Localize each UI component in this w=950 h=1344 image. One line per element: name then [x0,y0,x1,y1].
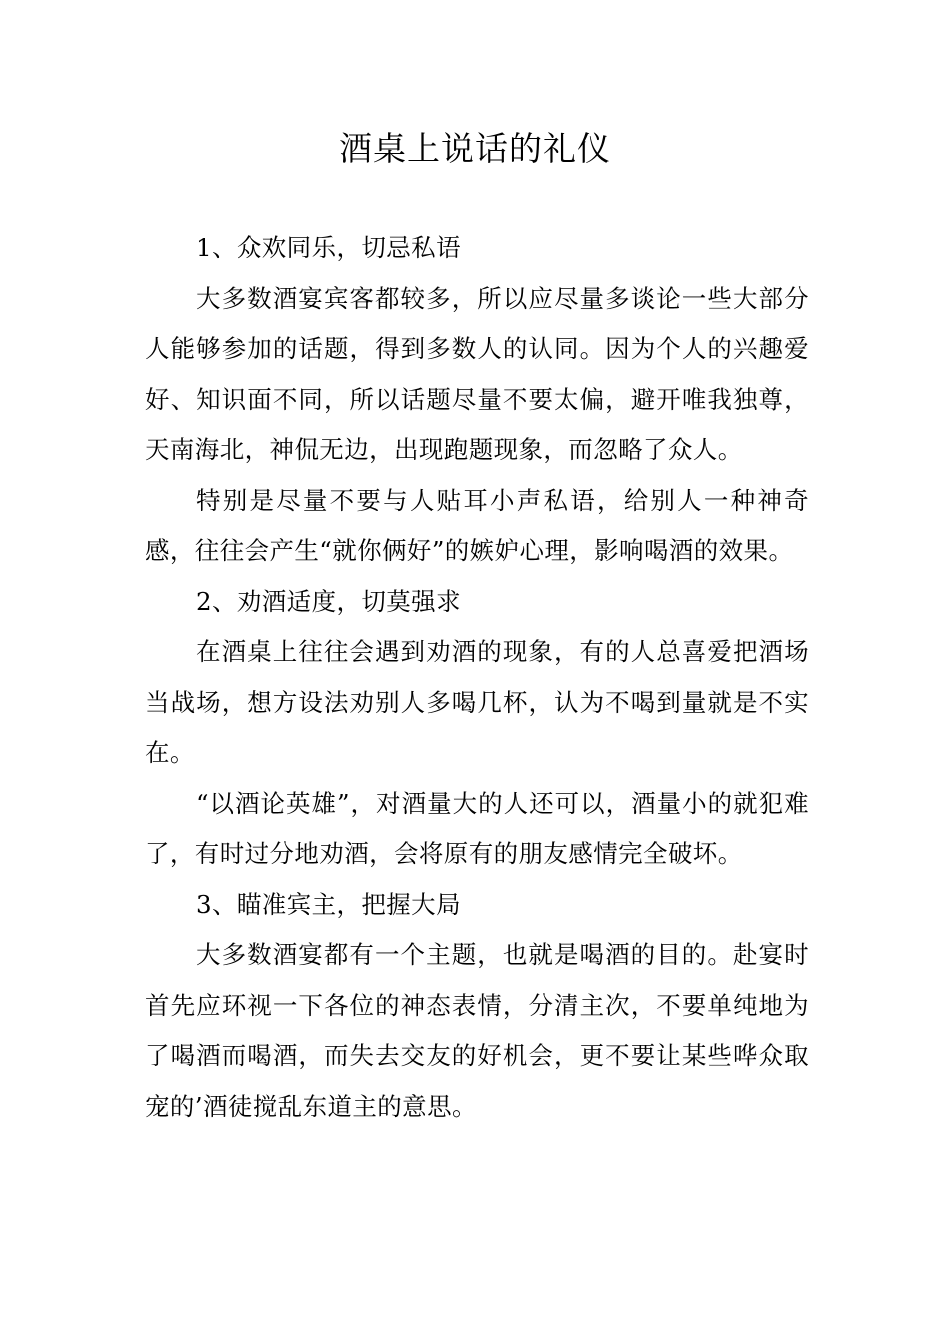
section-heading-3: 3、瞄准宾主，把握大局 [196,889,461,919]
document-title: 酒桌上说话的礼仪 [339,129,611,168]
body-paragraph: 大多数酒宴宾客都较多，所以应尽量多谈论一些大部分人能够参加的话题，得到多数人的认同。因为个人的兴趣爱好、知识面不同，所以话题尽量不要太偏，避开唯我独尊，天南海北，神侃无边，出现跑题现象，而忽略了众人。 [145,283,809,464]
document-body [145,223,809,1132]
body-paragraph: 大多数酒宴都有一个主题，也就是喝酒的目的。赴宴时首先应环视一下各位的神态表情，分清主次，不要单纯地为了喝酒而喝酒，而失去交友的好机会，更不要让某些哗众取宠的’酒徒搅乱东道主的意思。 [145,940,809,1121]
section-heading-1: 1、众欢同乐，切忌私语 [196,233,461,262]
body-paragraph: 在酒桌上往往会遇到劝酒的现象，有的人总喜爱把酒场当战场，想方设法劝别人多喝几杯，认为不喝到量就是不实在。 [145,637,809,767]
section-heading-2: 2、劝酒适度，切莫强求 [196,586,461,616]
body-paragraph: “以酒论英雄”，对酒量大的人还可以，酒量小的就犯难了，有时过分地劝酒，会将原有的朋友感情完全破坏。 [145,788,809,868]
body-paragraph: 特别是尽量不要与人贴耳小声私语，给别人一种神奇感，往往会产生“就你俩好”的嫉妒心理，影响喝酒的效果。 [145,485,809,565]
